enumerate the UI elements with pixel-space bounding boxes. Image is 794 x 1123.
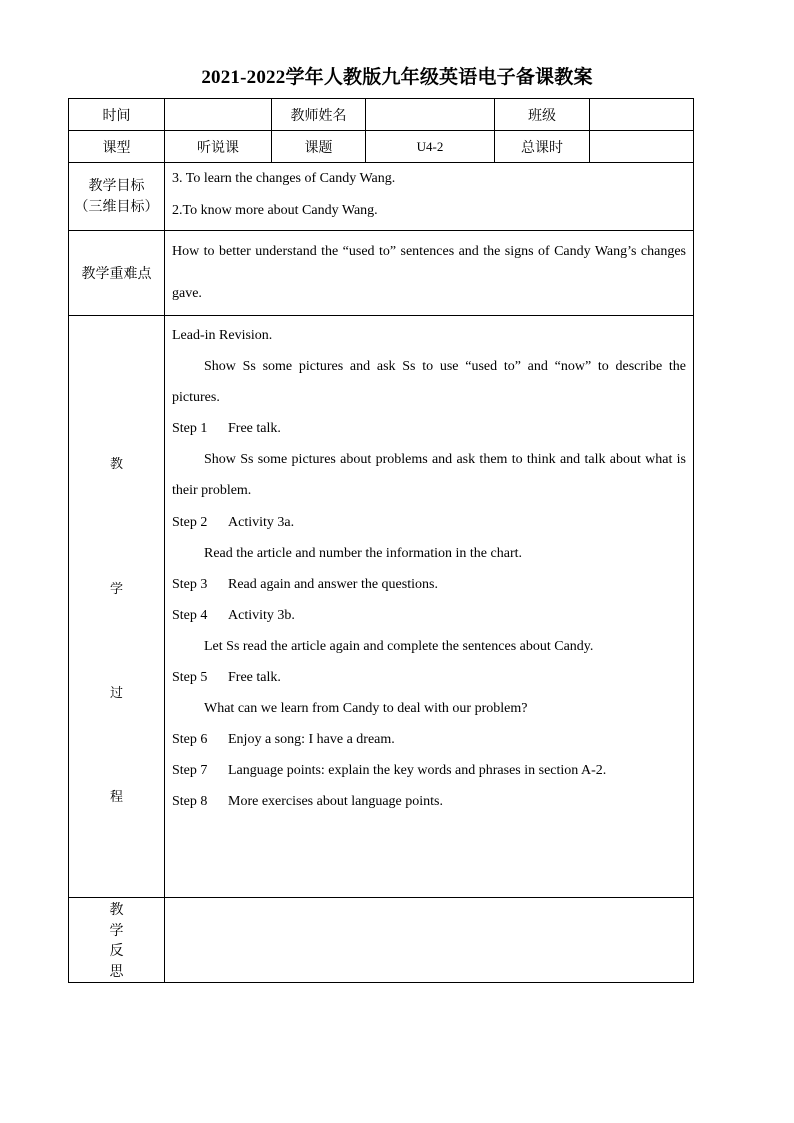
type-label: 课型 (69, 131, 165, 163)
step-line (172, 786, 686, 817)
objectives-row (69, 163, 694, 231)
reflection-label-char: 反 (109, 943, 124, 959)
process-label-char: 程 (109, 790, 123, 805)
step-title: Activity 3b. (228, 607, 295, 623)
step-title: Activity 3a. (228, 514, 295, 530)
document-title: 2021-2022学年人教版九年级英语电子备课教案 (201, 67, 593, 88)
key-points-row (69, 231, 694, 316)
step-label: Step 1 (172, 421, 208, 437)
step-label: Step 8 (172, 794, 208, 810)
process-content (165, 316, 694, 898)
process-label (69, 316, 165, 898)
lead-in-line: Lead-in Revision. (172, 328, 273, 343)
step-line (172, 600, 686, 631)
teacher-value (366, 99, 495, 131)
step-line (172, 755, 686, 786)
step-label: Step 6 (172, 732, 208, 748)
header-row-1 (69, 99, 694, 131)
objectives-label-line-2: （三维目标） (74, 198, 159, 215)
objectives-text (165, 163, 694, 231)
type-value: 听说课 (165, 131, 272, 163)
reflection-label (69, 898, 165, 983)
reflection-value (165, 898, 694, 983)
step-title: Free talk. (228, 670, 281, 686)
step-label: Step 4 (172, 607, 208, 623)
step-label: Step 2 (172, 514, 208, 530)
step-title: More exercises about language points. (228, 794, 443, 810)
step-line (172, 569, 686, 600)
topic-value: U4-2 (366, 131, 495, 163)
teacher-label: 教师姓名 (272, 99, 366, 131)
topic-label: 课题 (272, 131, 366, 163)
key-points-text: How to better understand the “used to” sentences and the signs of Candy Wang’s changes gave. (165, 231, 694, 316)
reflection-label-char: 教 (109, 902, 124, 918)
process-row (69, 316, 694, 898)
step-detail: What can we learn from Candy to deal with our problem? (204, 701, 528, 717)
reflection-label-char: 学 (109, 922, 124, 939)
header-row-2 (69, 131, 694, 163)
process-label-char: 过 (109, 686, 123, 701)
objective-item: 2.To know more about Candy Wang. (172, 203, 378, 218)
lead-in-detail: Show Ss some pictures and ask Ss to use “used to” and “now” to describe the pictures. (172, 359, 686, 406)
class-label: 班级 (495, 99, 590, 131)
key-points-label: 教学重难点 (69, 231, 165, 316)
objectives-label-line-1: 教学目标 (88, 177, 145, 194)
step-label: Step 7 (172, 763, 208, 779)
total-hours-value (590, 131, 694, 163)
step-line (172, 413, 686, 444)
reflection-label-char: 思 (109, 963, 124, 980)
step-detail: Show Ss some pictures about problems and ask them to think and talk about what is their problem. (172, 452, 686, 499)
step-detail: Read the article and number the information in the chart. (204, 545, 522, 561)
time-label: 时间 (69, 99, 165, 131)
step-label: Step 3 (172, 576, 208, 592)
step-title: Language points: explain the key words and phrases in section A-2. (228, 763, 607, 779)
reflection-row (69, 898, 694, 983)
objectives-label (69, 163, 165, 231)
class-value (590, 99, 694, 131)
step-title: Free talk. (228, 421, 281, 437)
lesson-plan-table (68, 98, 694, 983)
step-line (172, 662, 686, 693)
step-label: Step 5 (172, 670, 208, 686)
time-value (165, 99, 272, 131)
process-label-char: 教 (109, 457, 123, 472)
step-title: Read again and answer the questions. (228, 576, 438, 592)
step-detail: Let Ss read the article again and complete the sentences about Candy. (204, 638, 594, 654)
objective-item: 3. To learn the changes of Candy Wang. (172, 171, 396, 186)
process-label-char: 学 (109, 582, 123, 597)
total-hours-label: 总课时 (495, 131, 590, 163)
step-line (172, 507, 686, 538)
step-line (172, 724, 686, 755)
step-title: Enjoy a song: I have a dream. (228, 732, 395, 748)
